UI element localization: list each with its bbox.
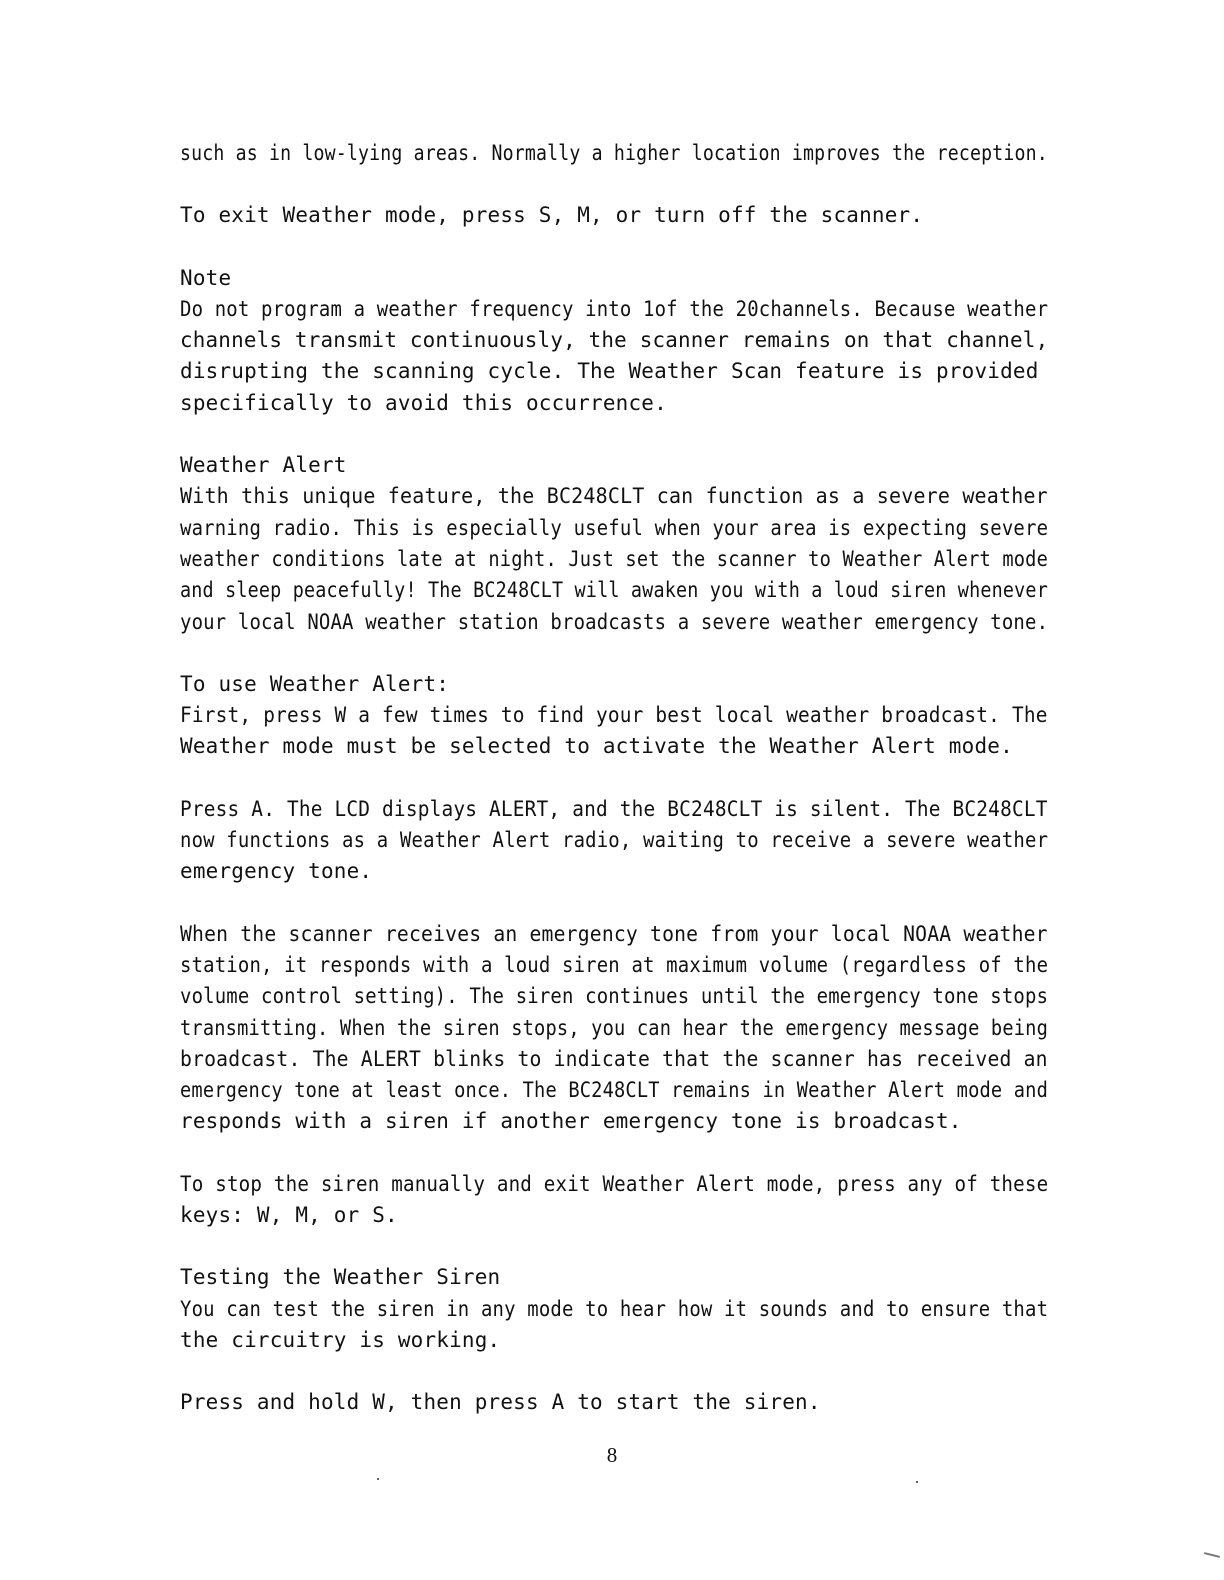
text-line: To stop the siren manually and exit Weather Alert mode, press any of these [180, 1171, 1049, 1196]
text-line: First, press W a few times to find your best local weather broadcast. The [180, 703, 1048, 728]
text-line: station, it responds with a loud siren at maximum volume (regardless of the [180, 952, 1049, 977]
text-line: When the scanner receives an emergency tone from your local NOAA weather [180, 921, 1048, 946]
text-line: To use Weather Alert: [180, 671, 450, 696]
text-line: the circuitry is working. [180, 1327, 501, 1352]
text-line: Press and hold W, then press A to start the siren. [180, 1390, 821, 1415]
text-line: keys: W, M, or S. [180, 1203, 398, 1228]
text-line: With this unique feature, the BC248CLT can function as a severe weather [180, 484, 1048, 509]
text-line: broadcast. The ALERT blinks to indicate that the scanner has received an [180, 1046, 1048, 1071]
text-line: Press A. The LCD displays ALERT, and the BC248CLT is silent. The BC248CLT [180, 796, 1048, 821]
text-line: Weather mode must be selected to activate the Weather Alert mode. [180, 734, 1013, 759]
paragraph [180, 138, 1050, 169]
text-line: volume control setting). The siren continues until the emergency tone stops [180, 984, 1049, 1009]
text-line: specifically to avoid this occurrence. [180, 390, 667, 415]
page-number: 8 [606, 1443, 618, 1467]
scan-mark [1204, 1552, 1220, 1558]
text-line: warning radio. This is especially useful when your area is expecting severe [180, 515, 1049, 540]
text-line: Testing the Weather Siren [180, 1265, 501, 1290]
paragraph [180, 450, 1050, 638]
paragraph [180, 794, 1050, 888]
text-line: To exit Weather mode, press S, M, or turn off the scanner. [180, 203, 924, 228]
text-line: emergency tone. [180, 859, 373, 884]
scan-speck [377, 1478, 379, 1480]
paragraph [180, 263, 1050, 419]
text-line: responds with a siren if another emergency tone is broadcast. [180, 1109, 962, 1134]
scan-speck [916, 1481, 918, 1483]
text-line: You can test the siren in any mode to hear how it sounds and to ensure that [180, 1296, 1049, 1321]
text-line: transmitting. When the siren stops, you can hear the emergency message being [180, 1015, 1049, 1040]
text-line: channels transmit continuously, the scanner remains on that channel, [180, 328, 1049, 353]
text-line: now functions as a Weather Alert radio, waiting to receive a severe weather [180, 828, 1049, 853]
text-line: your local NOAA weather station broadcasts a severe weather emergency tone. [180, 609, 1049, 634]
paragraph [180, 919, 1050, 1138]
text-line: Note [180, 265, 232, 290]
paragraph [180, 669, 1050, 763]
text-line: emergency tone at least once. The BC248CLT remains in Weather Alert mode and [180, 1078, 1049, 1103]
paragraph [180, 1169, 1050, 1232]
paragraph [180, 1387, 1050, 1418]
text-line: such as in low-lying areas. Normally a higher location improves the reception. [180, 141, 1048, 165]
text-line: disrupting the scanning cycle. The Weather Scan feature is provided [180, 359, 1039, 384]
text-line: Do not program a weather frequency into 1of the 20channels. Because weather [180, 296, 1049, 321]
text-line: Weather Alert [180, 453, 347, 478]
paragraph [180, 200, 1050, 231]
text-line: and sleep peacefully! The BC248CLT will awaken you with a loud siren whenever [180, 578, 1048, 603]
paragraph [180, 1262, 1050, 1356]
text-line: weather conditions late at night. Just set the scanner to Weather Alert mode [180, 546, 1049, 571]
document-body [180, 138, 1050, 1450]
